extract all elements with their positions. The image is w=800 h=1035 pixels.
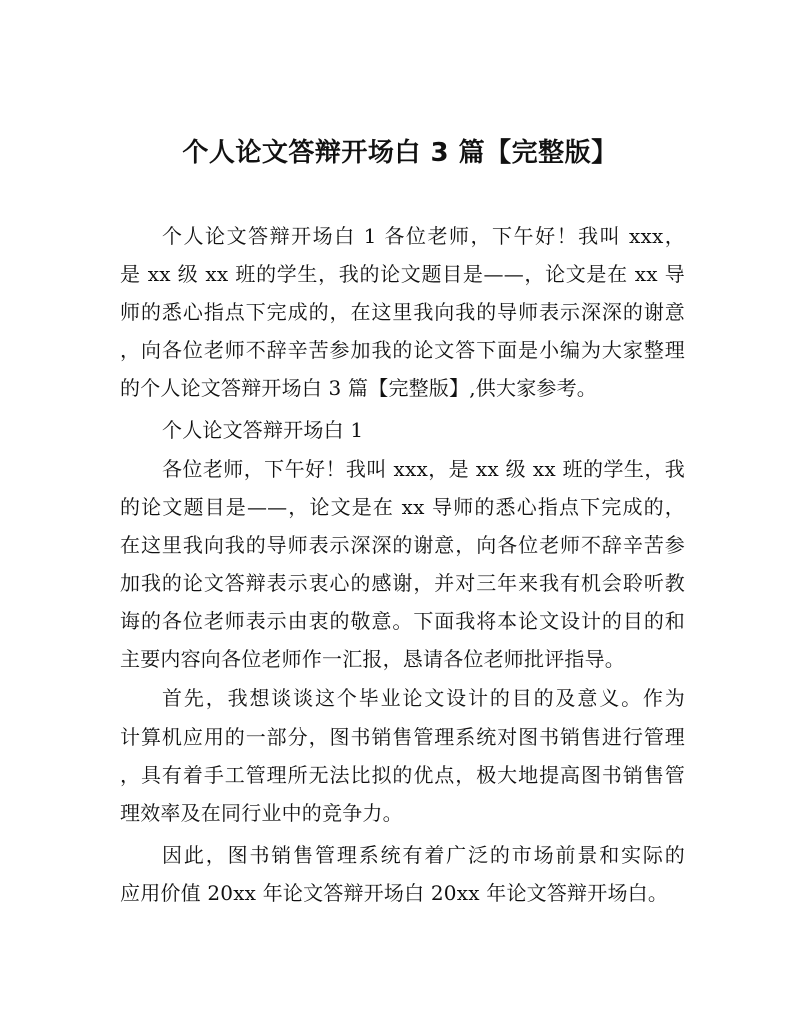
section-heading: 个人论文答辩开场白 1 <box>162 418 364 442</box>
paragraph-line: ，具有着手工管理所无法比拟的优点，极大地提高图书销售管 <box>120 763 685 787</box>
paragraph-line: 的论文题目是——，论文是在 xx 导师的悉心指点下完成的， <box>120 495 685 519</box>
paragraph-line: ，向各位老师不辞辛苦参加我的论文答下面是小编为大家整理 <box>120 338 685 362</box>
document-title: 个人论文答辩开场白 3 篇【完整版】 <box>182 138 618 168</box>
paragraph-line: 因此，图书销售管理系统有着广泛的市场前景和实际的 <box>162 843 685 867</box>
paragraph-line: 加我的论文答辩表示衷心的感谢，并对三年来我有机会聆听教 <box>120 571 685 595</box>
paragraph-line: 是 xx 级 xx 班的学生，我的论文题目是——，论文是在 xx 导 <box>120 262 685 286</box>
paragraph-line: 计算机应用的一部分，图书销售管理系统对图书销售进行管理 <box>120 725 685 749</box>
paragraph-line: 理效率及在同行业中的竞争力。 <box>120 801 403 825</box>
paragraph-line: 主要内容向各位老师作一汇报，恳请各位老师批评指导。 <box>120 647 625 671</box>
paragraph-line: 在这里我向我的导师表示深深的谢意，向各位老师不辞辛苦参 <box>120 533 685 557</box>
paragraph-line: 师的悉心指点下完成的，在这里我向我的导师表示深深的谢意 <box>120 300 685 324</box>
paragraph-line: 诲的各位老师表示由衷的敬意。下面我将本论文设计的目的和 <box>120 609 685 633</box>
paragraph-line: 应用价值 20xx 年论文答辩开场白 20xx 年论文答辩开场白。 <box>120 881 669 905</box>
paragraph-line: 的个人论文答辩开场白 3 篇【完整版】,供大家参考。 <box>120 376 597 400</box>
paragraph-line: 个人论文答辩开场白 1 各位老师，下午好！我叫 xxx， <box>162 224 685 248</box>
paragraph-line: 首先，我想谈谈这个毕业论文设计的目的及意义。作为 <box>162 686 685 710</box>
paragraph-line: 各位老师，下午好！我叫 xxx，是 xx 级 xx 班的学生，我 <box>162 457 685 481</box>
